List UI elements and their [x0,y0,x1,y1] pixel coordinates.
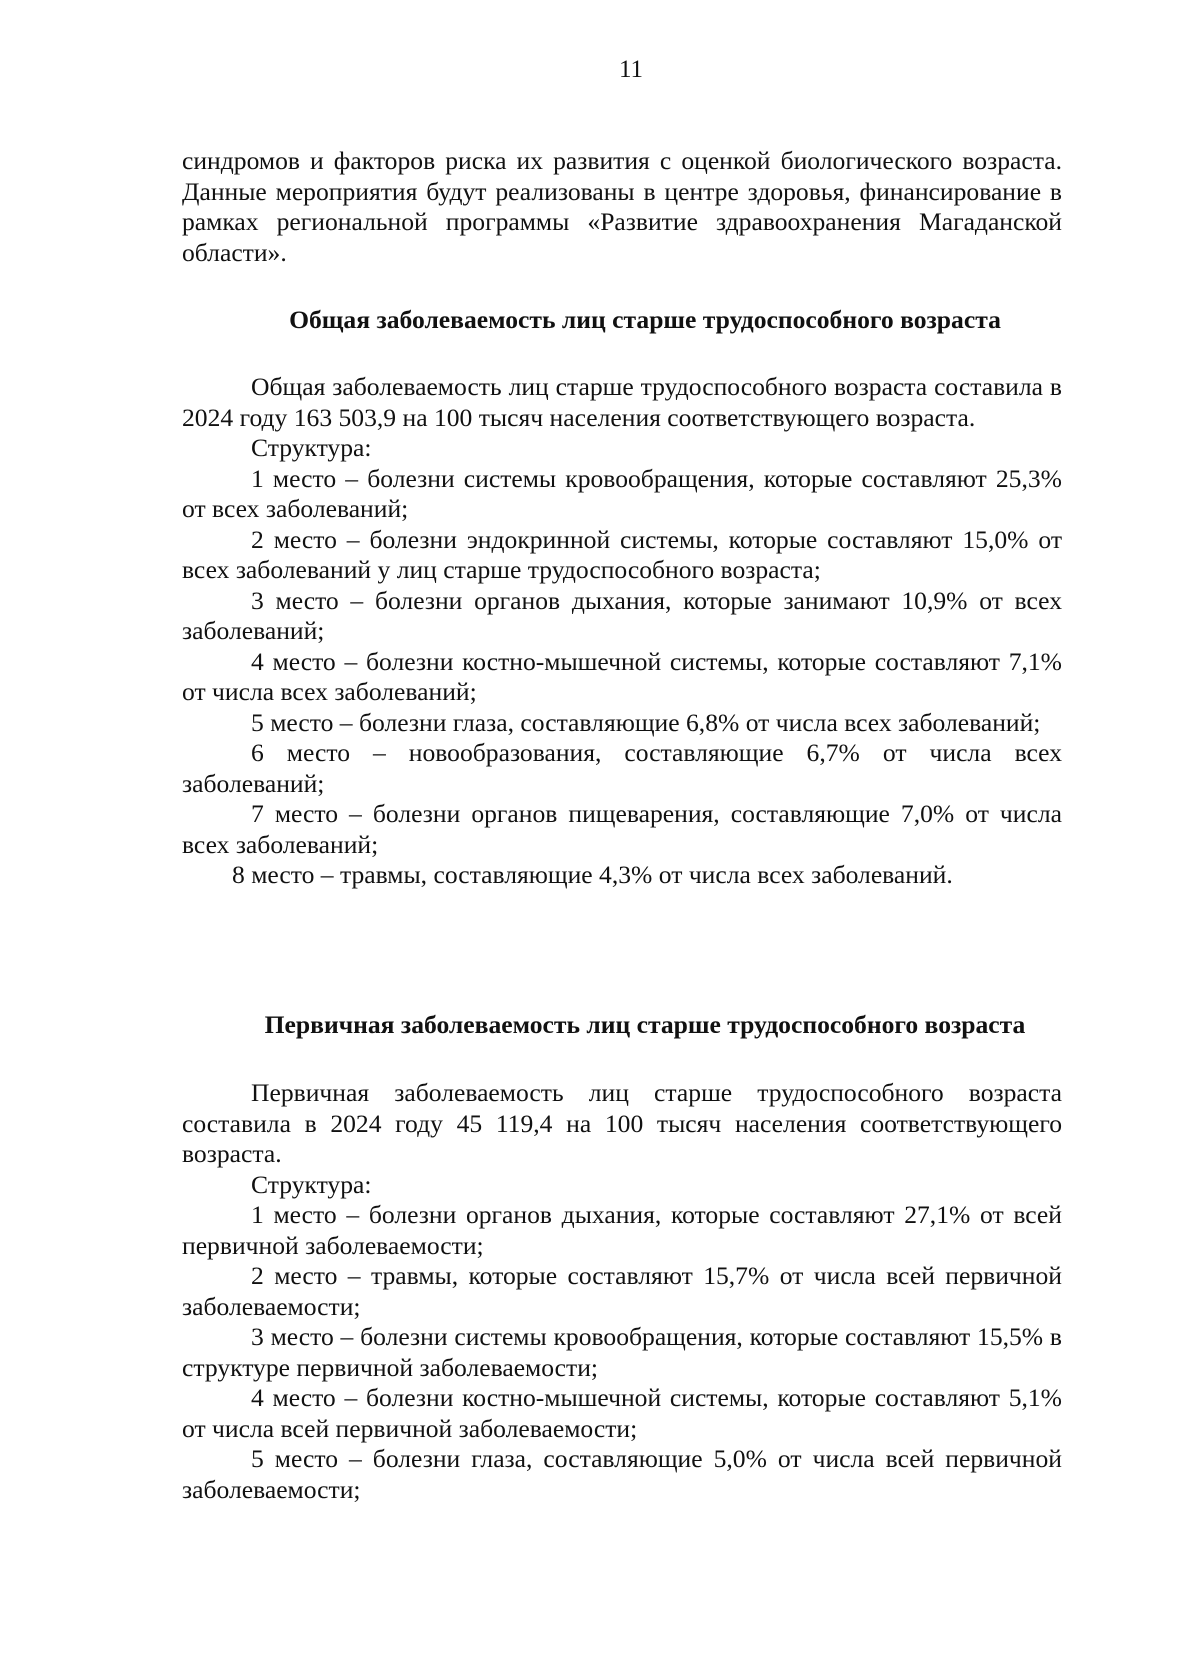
list-item: 5 место – болезни глаза, составляющие 6,8% от числа всех заболеваний; [251,707,1041,737]
section-primary-heading: Первичная заболеваемость лиц старше трудоспособного возраста [264,1010,1026,1039]
list-item: 7 место – болезни органов пищеварения, составляющие 7,0% от числа всех заболеваний; [182,799,1062,859]
list-item: 3 место – болезни системы кровообращения, которые составляют 15,5% в структуре первичной заболеваемости; [182,1322,1062,1382]
list-item: 5 место – болезни глаза, составляющие 5,0% от числа всей первичной заболеваемости; [182,1444,1062,1504]
list-item: 4 место – болезни костно-мышечной системы, которые составляют 7,1% от числа всех заболеваний; [182,646,1062,706]
intro-block [182,146,1062,268]
list-item: 2 место – болезни эндокринной системы, которые составляют 15,0% от всех заболеваний у лиц старше трудоспособного возраста; [182,524,1062,584]
section-primary-body [182,1078,1062,1505]
list-item: 6 место – новообразования, составляющие 6,7% от числа всех заболеваний; [182,738,1062,798]
list-item: 8 место – травмы, составляющие 4,3% от числа всех заболеваний. [232,860,953,889]
section-general-structure-label: Структура: [251,433,372,462]
section-general-summary: Общая заболеваемость лиц старше трудоспособного возраста составила в 2024 году 163 503,9 на 100 тысяч населения соответствующего возраста. [182,372,1062,432]
list-item: 3 место – болезни органов дыхания, которые занимают 10,9% от всех заболеваний; [182,585,1062,645]
list-item: 1 место – болезни системы кровообращения, которые составляют 25,3% от всех заболеваний; [182,463,1062,523]
list-item: 2 место – травмы, которые составляют 15,7% от числа всей первичной заболеваемости; [182,1261,1062,1321]
section-general-heading: Общая заболеваемость лиц старше трудоспособного возраста [289,305,1001,334]
section-primary-structure-label: Структура: [251,1169,372,1199]
list-item: 1 место – болезни органов дыхания, которые составляют 27,1% от всей первичной заболеваемости; [182,1200,1062,1260]
intro-paragraph: синдромов и факторов риска их развития с оценкой биологического возраста. Данные мероприятия будут реализованы в центре здоровья, финансирование в рамках региональной программы «Развитие здравоохранения Магаданской области». [182,146,1062,267]
section-primary-summary: Первичная заболеваемость лиц старше трудоспособного возраста составила в 2024 году 45 119,4 на 100 тысяч населения соответствующего возраста. [182,1078,1062,1168]
list-item: 4 место – болезни костно-мышечной системы, которые составляют 5,1% от числа всей первичной заболеваемости; [182,1383,1062,1443]
section-general-body [182,372,1062,891]
page-number: 11 [618,56,644,83]
